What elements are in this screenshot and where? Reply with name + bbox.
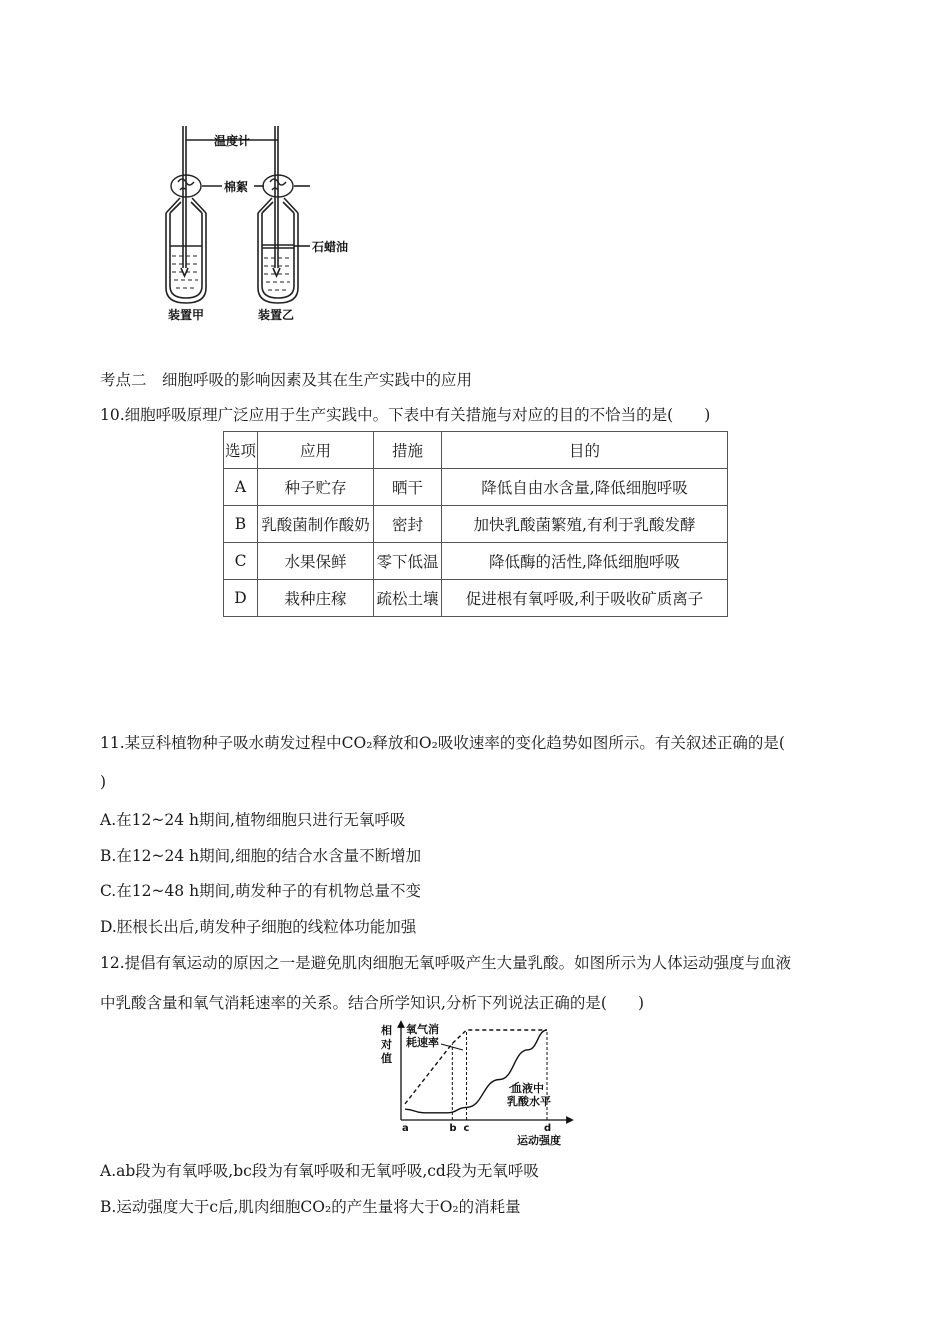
y-axis-label-3: 值 [381, 1052, 392, 1065]
q11-option-c: C.在12~48 h期间,萌发种子的有机物总量不变 [100, 882, 422, 900]
table-row [224, 543, 728, 580]
cell: 种子贮存 [258, 469, 374, 506]
lactate-oxygen-chart [375, 1020, 575, 1152]
header-purpose: 目的 [442, 432, 728, 469]
cell: 水果保鲜 [258, 543, 374, 580]
cell: 栽种庄稼 [258, 580, 374, 617]
table-row [224, 580, 728, 617]
label-paraffin: 石蜡油 [312, 240, 349, 254]
tube-yi [258, 126, 298, 303]
q11-stem-2: ) [100, 773, 107, 791]
x-tick-c: c [463, 1123, 470, 1134]
series-label-oxygen-1: 氧气消 [406, 1023, 439, 1036]
cell: 促进根有氧呼吸,利于吸收矿质离子 [442, 580, 728, 617]
apparatus-figure [160, 118, 380, 323]
x-axis-label: 运动强度 [517, 1134, 561, 1147]
cell: A [224, 469, 258, 506]
header-application: 应用 [258, 432, 374, 469]
y-axis-label-2: 对 [381, 1038, 392, 1051]
section-title: 考点二 细胞呼吸的影响因素及其在生产实践中的应用 [100, 371, 473, 389]
cell: C [224, 543, 258, 580]
header-option: 选项 [224, 432, 258, 469]
q12-stem-1: 12.提倡有氧运动的原因之一是避免肌肉细胞无氧呼吸产生大量乳酸。如图所示为人体运动强度与血液 [100, 954, 792, 972]
q12-option-a: A.ab段为有氧呼吸,bc段为有氧呼吸和无氧呼吸,cd段为无氧呼吸 [100, 1162, 539, 1180]
cell: B [224, 506, 258, 543]
series-label-lactate-1: 血液中 [511, 1082, 544, 1095]
cell: 晒干 [374, 469, 442, 506]
cell: 降低酶的活性,降低细胞呼吸 [442, 543, 728, 580]
cell: 降低自由水含量,降低细胞呼吸 [442, 469, 728, 506]
label-yi: 装置乙 [258, 308, 295, 322]
q11-option-d: D.胚根长出后,萌发种子细胞的线粒体功能加强 [100, 918, 417, 936]
header-measure: 措施 [374, 432, 442, 469]
q11-option-a: A.在12~24 h期间,植物细胞只进行无氧呼吸 [100, 811, 406, 829]
cell: D [224, 580, 258, 617]
x-tick-d: d [544, 1123, 552, 1134]
series-label-oxygen-2: 耗速率 [406, 1036, 439, 1049]
label-cotton: 棉絮 [224, 180, 249, 194]
table-row [224, 506, 728, 543]
tube-jia [166, 126, 206, 303]
cell: 加快乳酸菌繁殖,有利于乳酸发酵 [442, 506, 728, 543]
cell: 零下低温 [374, 543, 442, 580]
q12-option-b: B.运动强度大于c后,肌肉细胞CO₂的产生量将大于O₂的消耗量 [100, 1198, 521, 1216]
q10-stem: 10.细胞呼吸原理广泛应用于生产实践中。下表中有关措施与对应的目的不恰当的是( ) [100, 406, 711, 424]
table-header-row [224, 432, 728, 469]
q11-stem-1: 11.某豆科植物种子吸水萌发过程中CO₂释放和O₂吸收速率的变化趋势如图所示。有关叙述正确的是( [100, 734, 785, 752]
q11-option-b: B.在12~24 h期间,细胞的结合水含量不断增加 [100, 847, 422, 865]
x-tick-a: a [402, 1123, 409, 1134]
q10-table [223, 431, 728, 617]
cell: 疏松土壤 [374, 580, 442, 617]
cell: 密封 [374, 506, 442, 543]
series-label-lactate-2: 乳酸水平 [507, 1095, 551, 1108]
q12-stem-2: 中乳酸含量和氧气消耗速率的关系。结合所学知识,分析下列说法正确的是( ) [100, 994, 645, 1012]
label-jia: 装置甲 [168, 308, 205, 322]
label-thermometer: 温度计 [214, 134, 251, 148]
cell: 乳酸菌制作酸奶 [258, 506, 374, 543]
x-tick-b: b [449, 1123, 457, 1134]
y-axis-label-1: 相 [381, 1024, 392, 1037]
table-row [224, 469, 728, 506]
